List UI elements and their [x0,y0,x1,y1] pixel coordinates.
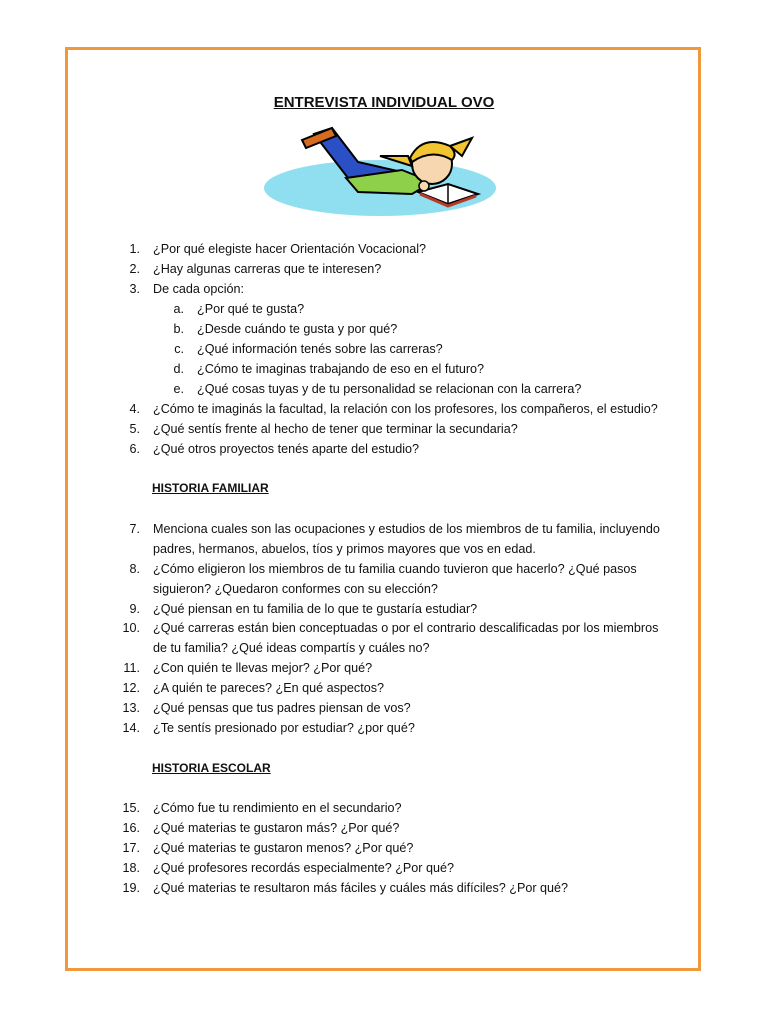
item-number: b. [173,322,184,336]
item-text: padres, hermanos, abuelos, tíos y primos mayores que vos en edad. [153,542,536,556]
item-text: De cada opción: [153,282,245,296]
item-text: ¿Desde cuándo te gusta y por qué? [197,322,398,336]
item-number: 6. [129,442,140,456]
item-text: ¿Qué pensas que tus padres piensan de vos? [153,701,411,715]
item-text: ¿Qué materias te resultaron más fáciles y cuáles más difíciles? ¿Por qué? [153,881,569,895]
item-number: 2. [129,262,140,276]
child-reading-illustration [262,120,498,220]
item-number: 14. [122,721,140,735]
item-number: a. [173,302,184,316]
item-number: c. [174,342,184,356]
item-number: 15. [122,801,140,815]
item-text: ¿Qué carreras están bien conceptuadas o por el contrario descalificadas por los miembros [153,621,659,635]
item-text: siguieron? ¿Quedaron conformes con su elección? [153,582,438,596]
item-number: e. [173,382,184,396]
item-number: 13. [122,701,140,715]
item-text: ¿Qué cosas tuyas y de tu personalidad se relacionan con la carrera? [197,382,582,396]
item-number: 17. [122,841,140,855]
item-text: ¿Por qué elegiste hacer Orientación Vocacional? [153,242,427,256]
section-heading: HISTORIA FAMILIAR [152,481,269,495]
item-text: ¿Por qué te gusta? [197,302,305,316]
item-number: 19. [122,881,140,895]
item-number: 10. [122,621,140,635]
item-number: 9. [129,602,140,616]
item-number: 16. [122,821,140,835]
item-text: ¿Hay algunas carreras que te interesen? [153,262,382,276]
item-text: ¿A quién te pareces? ¿En qué aspectos? [153,681,385,695]
item-text: de tu familia? ¿Qué ideas compartís y cuáles no? [153,641,430,655]
item-text: Menciona cuales son las ocupaciones y estudios de los miembros de tu familia, incluyendo [153,522,660,536]
item-number: 1. [129,242,140,256]
item-text: ¿Cómo eligieron los miembros de tu familia cuando tuvieron que hacerlo? ¿Qué pasos [153,562,637,576]
item-text: ¿Qué materias te gustaron menos? ¿Por qué? [153,841,414,855]
item-number: 4. [129,402,140,416]
item-number: 12. [122,681,140,695]
item-text: ¿Qué información tenés sobre las carreras? [197,342,443,356]
item-text: ¿Qué materias te gustaron más? ¿Por qué? [153,821,400,835]
item-number: 18. [122,861,140,875]
item-text: ¿Qué sentís frente al hecho de tener que terminar la secundaria? [153,422,518,436]
item-number: 8. [129,562,140,576]
item-number: 3. [129,282,140,296]
item-text: ¿Qué profesores recordás especialmente? ¿Por qué? [153,861,455,875]
item-text: ¿Qué otros proyectos tenés aparte del estudio? [153,442,420,456]
item-text: ¿Con quién te llevas mejor? ¿Por qué? [153,661,373,675]
item-number: 11. [123,661,140,675]
item-text: ¿Cómo te imaginás la facultad, la relación con los profesores, los compañeros, el estudio? [153,402,658,416]
item-text: ¿Cómo te imaginas trabajando de eso en el futuro? [197,362,485,376]
item-number: d. [173,362,184,376]
item-number: 7. [129,522,140,536]
section-heading: HISTORIA ESCOLAR [152,761,271,775]
item-text: ¿Cómo fue tu rendimiento en el secundario? [153,801,402,815]
item-number: 5. [129,422,140,436]
item-text: ¿Te sentís presionado por estudiar? ¿por qué? [153,721,415,735]
item-text: ¿Qué piensan en tu familia de lo que te gustaría estudiar? [153,602,478,616]
page-title: ENTREVISTA INDIVIDUAL OVO [273,94,495,111]
